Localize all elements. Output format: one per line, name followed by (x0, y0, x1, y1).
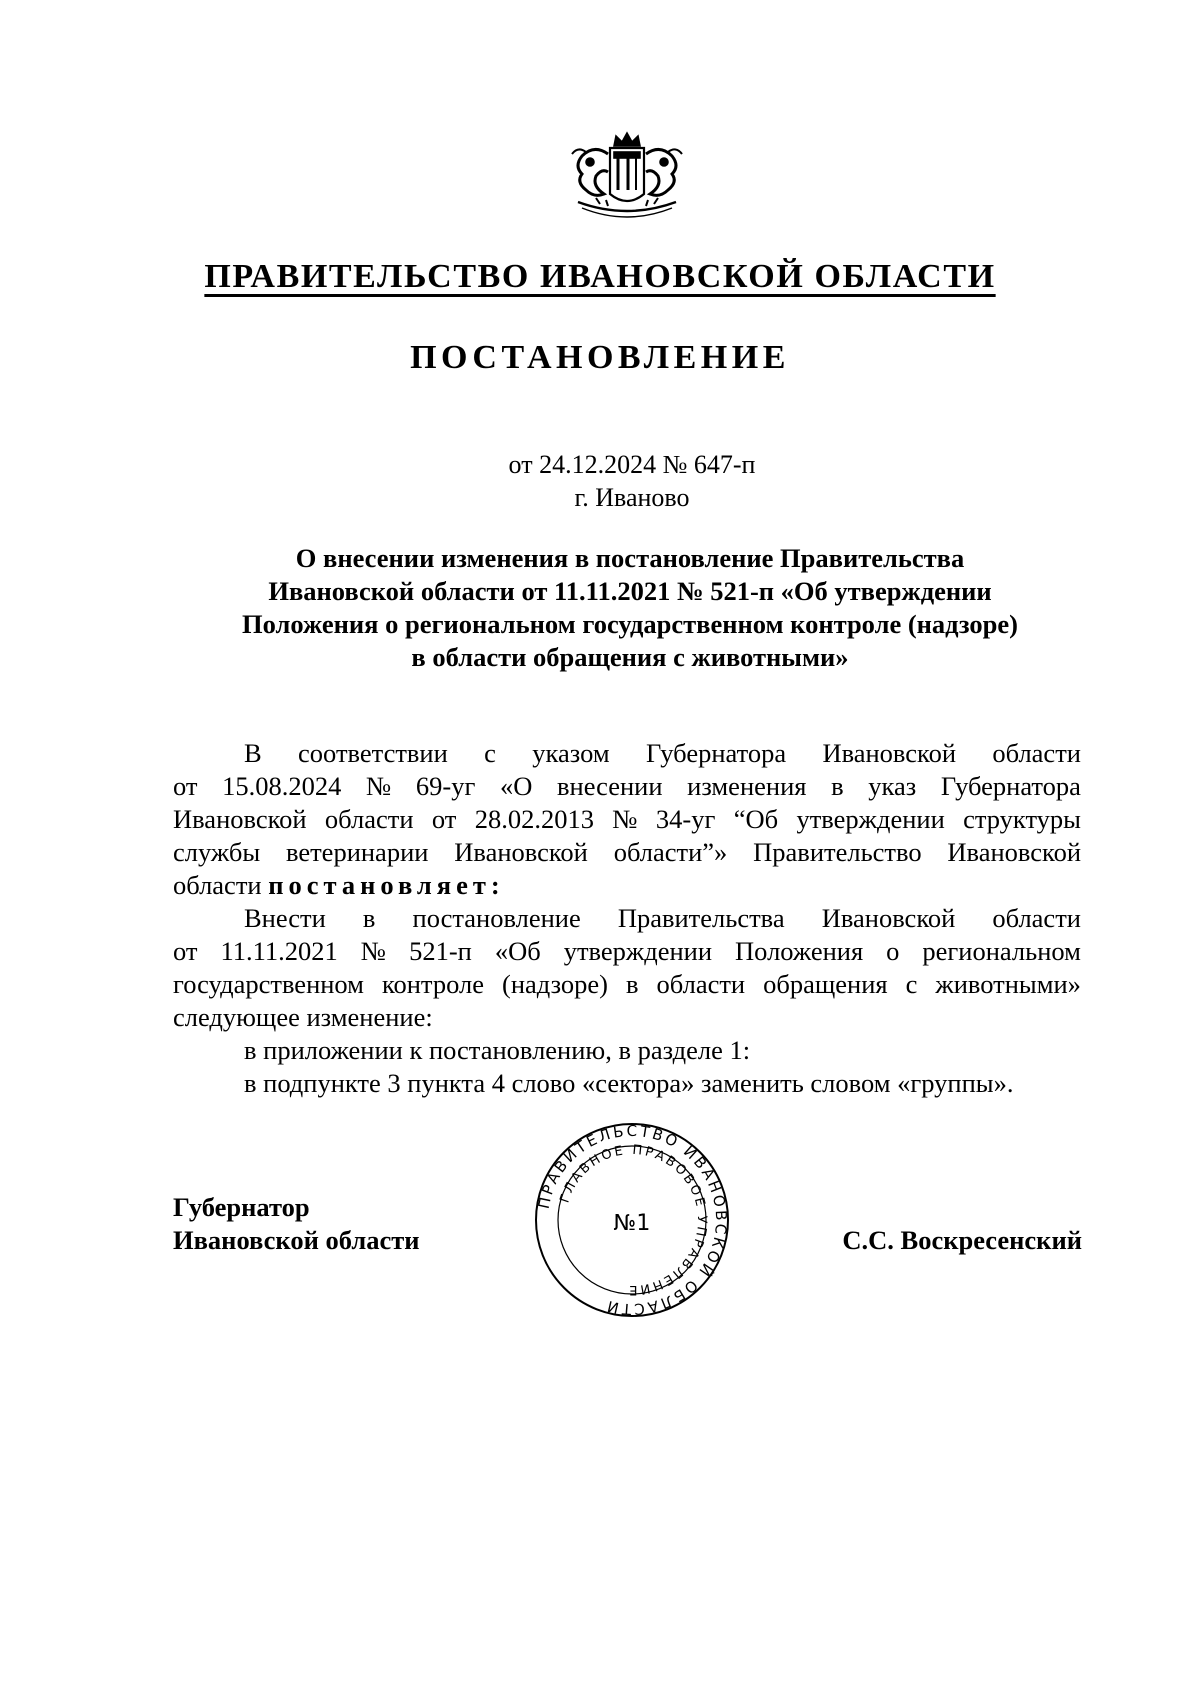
body-line (173, 770, 1081, 803)
body-word: области (992, 903, 1081, 933)
position-line: Губернатор (173, 1192, 310, 1222)
body-word: структуры (963, 804, 1081, 834)
body-word: ветеринарии (285, 837, 429, 867)
body-word: животными» (935, 969, 1081, 999)
body-word: Правительства (617, 903, 785, 933)
body-word: В (244, 738, 262, 768)
body-word: области (324, 804, 414, 834)
body-word: Ивановской (454, 837, 588, 867)
body-word: № (365, 771, 392, 801)
body-word: 69-уг (415, 771, 476, 801)
body-word: от (431, 804, 457, 834)
body-line: следующее изменение: (173, 1002, 433, 1032)
document-body (173, 737, 1081, 1100)
body-word: 15.08.2024 (222, 771, 342, 801)
body-word: Внести (244, 903, 326, 933)
body-word: “Об (733, 804, 779, 834)
position-line: Ивановской области (173, 1225, 420, 1255)
body-line (173, 869, 1081, 902)
body-word: Ивановской (173, 804, 307, 834)
body-line (173, 803, 1081, 836)
body-word: в (831, 771, 844, 801)
body-word: изменения (687, 771, 807, 801)
body-line (173, 737, 1081, 770)
body-line (173, 935, 1081, 968)
body-word: Положения (735, 936, 864, 966)
coat-of-arms-emblem (556, 128, 698, 228)
body-word: Ивановской (821, 903, 956, 933)
body-word: соответствии (298, 738, 448, 768)
stamp-number: №1 (613, 1211, 651, 1236)
body-word: утверждении (563, 936, 713, 966)
stamp-inner-text: ГЛАВНОЕ ПРАВОВОЕ УПРАВЛЕНИЕ (557, 1142, 710, 1298)
body-word: 11.11.2021 (220, 936, 338, 966)
resolves-word: постановляет: (268, 870, 505, 900)
body-word: утверждении (796, 804, 945, 834)
body-word: 28.02.2013 (474, 804, 594, 834)
body-word: региональном (922, 936, 1081, 966)
body-word: области (656, 969, 746, 999)
body-word: с (484, 738, 496, 768)
body-word: области (992, 738, 1081, 768)
body-word: в (362, 903, 376, 933)
body-word: государственном (173, 969, 364, 999)
subject-line: О внесении изменения в постановление Правительства (295, 543, 965, 573)
body-word: указом (532, 738, 610, 768)
body-word: области”» (613, 837, 728, 867)
body-word: Губернатора (940, 771, 1081, 801)
body-word: о (886, 936, 900, 966)
body-word: постановление (412, 903, 581, 933)
body-text: области (173, 870, 262, 900)
body-word: контроле (381, 969, 484, 999)
body-word: указ (868, 771, 917, 801)
body-word: (надзоре) (502, 969, 608, 999)
body-line (173, 968, 1081, 1001)
body-word: службы (173, 837, 261, 867)
body-word: 34-уг (655, 804, 716, 834)
body-word: обращения (763, 969, 888, 999)
signatory-name: С.С. Воскресенский (842, 1225, 1082, 1255)
body-word: «Об (494, 936, 541, 966)
document-meta (0, 448, 1200, 514)
body-line (173, 902, 1081, 935)
body-word: в (626, 969, 639, 999)
document-type: ПОСТАНОВЛЕНИЕ (410, 339, 790, 376)
body-word: № (360, 936, 387, 966)
body-line: в приложении к постановлению, в разделе 1: (244, 1035, 751, 1065)
subject-line: Положения о региональном государственном контроле (надзоре) (242, 609, 1018, 639)
body-word: от (173, 771, 198, 801)
body-word: 521-п (409, 936, 472, 966)
body-word: «О (499, 771, 533, 801)
government-title: ПРАВИТЕЛЬСТВО ИВАНОВСКОЙ ОБЛАСТИ (204, 258, 996, 295)
date-number: от 24.12.2024 № 647-п (508, 450, 756, 479)
document-subject (180, 542, 1080, 674)
body-word: Правительство (753, 837, 922, 867)
body-word: Ивановской (947, 837, 1081, 867)
subject-line: Ивановской области от 11.11.2021 № 521-п «Об утверждении (268, 576, 992, 606)
body-word: с (905, 969, 918, 999)
city: г. Иваново (574, 483, 690, 512)
stamp-outer-text: ПРАВИТЕЛЬСТВО ИВАНОВСКОЙ ОБЛАСТИ (534, 1121, 731, 1319)
subject-line: в области обращения с животными» (411, 642, 849, 672)
body-line (173, 836, 1081, 869)
body-word: от (173, 936, 198, 966)
official-stamp (532, 1120, 732, 1320)
body-line: в подпункте 3 пункта 4 слово «сектора» заменить словом «группы». (244, 1068, 1014, 1098)
body-word: внесении (557, 771, 663, 801)
body-word: № (612, 804, 638, 834)
body-word: Ивановской (822, 738, 957, 768)
body-word: Губернатора (645, 738, 787, 768)
signatory-position (173, 1191, 420, 1257)
